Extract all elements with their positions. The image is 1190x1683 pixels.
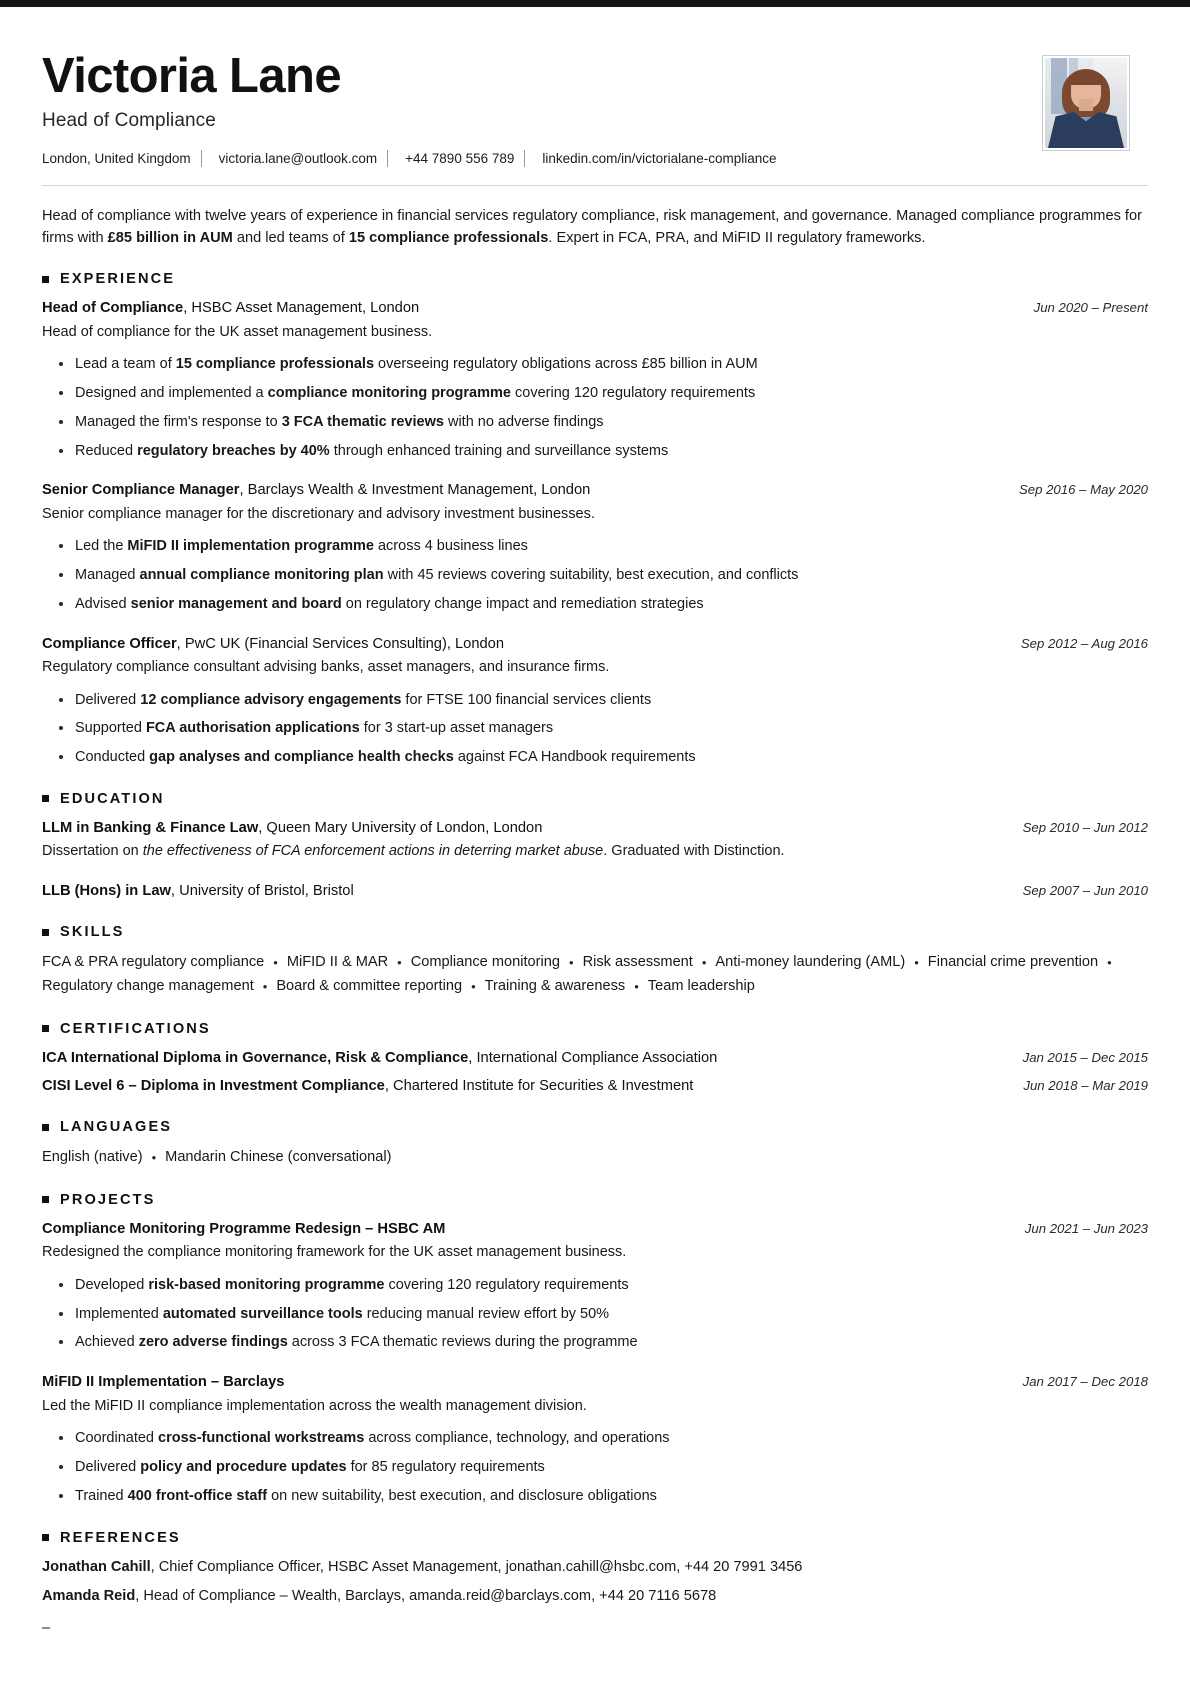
bullet-post: across compliance, technology, and operations bbox=[364, 1430, 670, 1447]
certification-date: Jun 2018 – Mar 2019 bbox=[1023, 1077, 1148, 1093]
square-bullet-icon bbox=[42, 1025, 49, 1032]
skill-item: Regulatory change management bbox=[42, 978, 254, 994]
skill-item: Training & awareness bbox=[484, 978, 626, 994]
bullet-pre: Designed and implemented a bbox=[75, 385, 268, 402]
bullet-pre: Implemented bbox=[75, 1305, 163, 1322]
experience-subtitle: Senior compliance manager for the discretionary and advisory investment businesses. bbox=[42, 505, 595, 522]
project-entry bbox=[42, 1372, 1148, 1507]
reference-details: , Chief Compliance Officer, HSBC Asset Management, jonathan.cahill@hsbc.com, +44 20 7991 3456 bbox=[150, 1558, 803, 1575]
experience-subtitle: Head of compliance for the UK asset management business. bbox=[42, 323, 433, 340]
list-item bbox=[42, 441, 1148, 463]
education-title bbox=[42, 881, 354, 902]
education-degree: LLM in Banking & Finance Law bbox=[42, 819, 259, 836]
certification-name: CISI Level 6 – Diploma in Investment Compliance bbox=[42, 1077, 385, 1094]
experience-date: Jun 2020 – Present bbox=[1033, 300, 1148, 316]
project-entry-head bbox=[42, 1219, 1148, 1240]
section-heading-label: CERTIFICATIONS bbox=[60, 1020, 211, 1037]
skill-item: Anti-money laundering (AML) bbox=[715, 954, 906, 971]
experience-date: Sep 2016 – May 2020 bbox=[1018, 482, 1148, 498]
experience-entry-head bbox=[42, 634, 1148, 655]
experience-title bbox=[42, 298, 419, 319]
experience-org: , HSBC Asset Management, London bbox=[183, 300, 420, 317]
bullet-pre: Lead a team of bbox=[75, 356, 176, 373]
experience-org: , Barclays Wealth & Investment Management, London bbox=[239, 482, 591, 499]
project-title bbox=[42, 1372, 284, 1393]
project-bullet-list bbox=[42, 1428, 1148, 1507]
certification-issuer: , Chartered Institute for Securities & Investment bbox=[384, 1077, 694, 1094]
bullet-bold: senior management and board bbox=[130, 595, 342, 612]
bullet-pre: Delivered bbox=[75, 691, 141, 708]
contact-location: London, United Kingdom bbox=[42, 150, 191, 166]
reference-details: , Head of Compliance – Wealth, Barclays, amanda.reid@barclays.com, +44 20 7116 5678 bbox=[135, 1588, 717, 1605]
list-item bbox=[42, 1332, 1148, 1354]
separator-dot-icon: • bbox=[273, 954, 278, 970]
bullet-bold: FCA authorisation applications bbox=[145, 720, 360, 737]
skill-item: Risk assessment bbox=[582, 954, 693, 971]
bullet-bold: 15 compliance professionals bbox=[175, 356, 375, 373]
separator-dot-icon: • bbox=[701, 954, 707, 970]
section-skills bbox=[42, 924, 1148, 998]
bullet-bold: cross-functional workstreams bbox=[158, 1430, 365, 1447]
project-entry-head bbox=[42, 1372, 1148, 1393]
profile-photo bbox=[1045, 58, 1127, 148]
section-heading-label: EDUCATION bbox=[60, 790, 165, 807]
bullet-post: for 3 start-up asset managers bbox=[359, 720, 554, 737]
bullet-pre: Coordinated bbox=[75, 1430, 159, 1447]
experience-bullet-list bbox=[42, 690, 1148, 769]
experience-date: Sep 2012 – Aug 2016 bbox=[1020, 635, 1148, 651]
certification-text bbox=[42, 1048, 717, 1069]
section-heading-experience bbox=[42, 271, 1148, 287]
bullet-bold: risk-based monitoring programme bbox=[148, 1276, 385, 1293]
bullet-pre: Delivered bbox=[75, 1459, 141, 1476]
section-languages bbox=[42, 1119, 1148, 1170]
certification-row bbox=[42, 1048, 1148, 1069]
project-date: Jun 2021 – Jun 2023 bbox=[1024, 1220, 1148, 1236]
bullet-pre: Advised bbox=[75, 595, 131, 612]
experience-role: Head of Compliance bbox=[42, 300, 184, 317]
separator-dot-icon: • bbox=[471, 978, 476, 994]
bullet-bold: 12 compliance advisory engagements bbox=[140, 691, 402, 708]
education-school: , Queen Mary University of London, London bbox=[258, 819, 543, 836]
bullet-bold: regulatory breaches by 40% bbox=[137, 442, 330, 459]
skill-item: Board & committee reporting bbox=[276, 978, 463, 994]
summary-text-1: Head of compliance with twelve years of experience in financial services regulatory compliance, risk management, and governance. Managed compliance programmes for firms with bbox=[42, 207, 1142, 247]
skill-item: FCA & PRA regulatory compliance bbox=[42, 954, 265, 971]
summary-highlight-team: 15 compliance professionals bbox=[348, 230, 549, 247]
bullet-pre: Achieved bbox=[75, 1334, 139, 1351]
contact-linkedin[interactable]: linkedin.com/in/victorialane-compliance bbox=[542, 150, 777, 166]
reference-line bbox=[42, 1557, 1148, 1579]
contact-email[interactable]: victoria.lane@outlook.com bbox=[218, 150, 378, 166]
experience-bullet-list bbox=[42, 536, 1148, 615]
bullet-post: across 3 FCA thematic reviews during the programme bbox=[287, 1334, 638, 1351]
education-note-italic: the effectiveness of FCA enforcement actions in deterring market abuse bbox=[142, 843, 604, 860]
project-title bbox=[42, 1219, 445, 1240]
bullet-post: on regulatory change impact and remediation strategies bbox=[341, 595, 704, 612]
reference-name: Jonathan Cahill bbox=[42, 1558, 151, 1575]
education-date: Sep 2010 – Jun 2012 bbox=[1022, 819, 1148, 835]
section-heading-label: PROJECTS bbox=[60, 1191, 156, 1208]
list-item bbox=[42, 594, 1148, 616]
education-note-post: . Graduated with Distinction. bbox=[603, 843, 785, 860]
contact-divider bbox=[201, 150, 202, 167]
experience-entry-head bbox=[42, 480, 1148, 501]
bullet-bold: policy and procedure updates bbox=[140, 1459, 347, 1476]
bullet-post: for 85 regulatory requirements bbox=[346, 1459, 545, 1476]
list-item bbox=[42, 1428, 1148, 1450]
project-name: Compliance Monitoring Programme Redesign – HSBC AM bbox=[42, 1220, 446, 1237]
education-note-pre: Dissertation on bbox=[42, 843, 143, 860]
section-certifications bbox=[42, 1021, 1148, 1098]
language-item: English (native) bbox=[42, 1149, 143, 1166]
list-item bbox=[42, 1275, 1148, 1297]
project-bullet-list bbox=[42, 1275, 1148, 1354]
trailing-dash: – bbox=[42, 1620, 51, 1637]
bullet-bold: 3 FCA thematic reviews bbox=[281, 413, 444, 430]
top-accent-bar bbox=[0, 0, 1190, 7]
section-heading-languages bbox=[42, 1119, 1148, 1135]
profile-photo-frame bbox=[1042, 55, 1130, 151]
section-heading-certifications bbox=[42, 1021, 1148, 1037]
bullet-post: covering 120 regulatory requirements bbox=[510, 385, 756, 402]
list-item bbox=[42, 383, 1148, 405]
section-heading-label: SKILLS bbox=[60, 924, 125, 941]
bullet-post: with 45 reviews covering suitability, best execution, and conflicts bbox=[383, 567, 799, 584]
education-date: Sep 2007 – Jun 2010 bbox=[1022, 883, 1148, 899]
education-school: , University of Bristol, Bristol bbox=[170, 883, 354, 900]
resume-header bbox=[42, 45, 1148, 167]
bullet-bold: 400 front-office staff bbox=[127, 1487, 268, 1504]
project-entry bbox=[42, 1219, 1148, 1354]
list-item bbox=[42, 747, 1148, 769]
skill-item: MiFID II & MAR bbox=[286, 954, 389, 971]
section-references bbox=[42, 1530, 1148, 1661]
reference-name: Amanda Reid bbox=[42, 1588, 136, 1605]
bullet-post: reducing manual review effort by 50% bbox=[362, 1305, 610, 1322]
contact-row bbox=[42, 150, 1042, 167]
bullet-bold: zero adverse findings bbox=[138, 1334, 288, 1351]
education-entry-head bbox=[42, 818, 1148, 839]
contact-phone[interactable]: +44 7890 556 789 bbox=[405, 150, 515, 166]
experience-entry bbox=[42, 634, 1148, 769]
section-heading-education bbox=[42, 791, 1148, 807]
bullet-post: against FCA Handbook requirements bbox=[453, 749, 696, 766]
experience-title bbox=[42, 480, 590, 501]
section-heading-label: EXPERIENCE bbox=[60, 271, 176, 288]
bullet-pre: Led the bbox=[75, 538, 128, 555]
bullet-pre: Conducted bbox=[75, 749, 150, 766]
bullet-bold: automated surveillance tools bbox=[162, 1305, 363, 1322]
photo-hair-front bbox=[1069, 71, 1103, 85]
square-bullet-icon bbox=[42, 1124, 49, 1131]
bullet-post: with no adverse findings bbox=[443, 413, 604, 430]
education-entry-head bbox=[42, 881, 1148, 902]
square-bullet-icon bbox=[42, 929, 49, 936]
project-subtitle: Led the MiFID II compliance implementation across the wealth management division. bbox=[42, 1397, 587, 1414]
bullet-bold: compliance monitoring programme bbox=[267, 385, 511, 402]
summary-text-3: . Expert in FCA, PRA, and MiFID II regulatory frameworks. bbox=[548, 230, 926, 247]
skills-list bbox=[42, 951, 1148, 998]
experience-entry bbox=[42, 298, 1148, 462]
bullet-pre: Supported bbox=[75, 720, 146, 737]
section-projects bbox=[42, 1192, 1148, 1508]
certification-date: Jan 2015 – Dec 2015 bbox=[1022, 1049, 1148, 1065]
square-bullet-icon bbox=[42, 1196, 49, 1203]
education-degree: LLB (Hons) in Law bbox=[42, 883, 171, 900]
skill-item: Compliance monitoring bbox=[410, 954, 560, 971]
list-item bbox=[42, 565, 1148, 587]
bullet-post: on new suitability, best execution, and disclosure obligations bbox=[267, 1487, 657, 1504]
list-item bbox=[42, 1304, 1148, 1326]
section-heading-label: LANGUAGES bbox=[60, 1119, 173, 1136]
certification-text bbox=[42, 1076, 693, 1097]
experience-subtitle: Regulatory compliance consultant advising banks, asset managers, and insurance firms. bbox=[42, 658, 610, 675]
list-item bbox=[42, 536, 1148, 558]
list-item bbox=[42, 1486, 1148, 1508]
bullet-post: across 4 business lines bbox=[373, 538, 528, 555]
bullet-pre: Trained bbox=[75, 1487, 128, 1504]
square-bullet-icon bbox=[42, 1534, 49, 1541]
list-item bbox=[42, 718, 1148, 740]
skill-item: Financial crime prevention bbox=[927, 954, 1099, 971]
experience-entry bbox=[42, 480, 1148, 615]
experience-org: , PwC UK (Financial Services Consulting), London bbox=[176, 635, 505, 652]
bullet-pre: Developed bbox=[75, 1276, 149, 1293]
project-date: Jan 2017 – Dec 2018 bbox=[1022, 1374, 1148, 1390]
experience-title bbox=[42, 634, 504, 655]
section-heading-references bbox=[42, 1530, 1148, 1546]
bullet-pre: Managed bbox=[75, 567, 140, 584]
skill-item: Team leadership bbox=[647, 978, 755, 994]
certification-name: ICA International Diploma in Governance, Risk & Compliance bbox=[42, 1049, 469, 1066]
languages-list bbox=[42, 1146, 1148, 1170]
bullet-post: covering 120 regulatory requirements bbox=[384, 1276, 629, 1293]
header-divider bbox=[42, 185, 1148, 186]
list-item bbox=[42, 690, 1148, 712]
contact-divider bbox=[387, 150, 388, 167]
list-item bbox=[42, 412, 1148, 434]
section-heading-skills bbox=[42, 924, 1148, 940]
separator-dot-icon: • bbox=[1107, 954, 1112, 970]
square-bullet-icon bbox=[42, 276, 49, 283]
certification-issuer: , International Compliance Association bbox=[468, 1049, 718, 1066]
bullet-post: overseeing regulatory obligations across £85 billion in AUM bbox=[374, 356, 758, 373]
project-subtitle: Redesigned the compliance monitoring framework for the UK asset management business. bbox=[42, 1244, 627, 1261]
candidate-name: Victoria Lane bbox=[42, 49, 342, 103]
resume-content bbox=[0, 7, 1190, 1660]
square-bullet-icon bbox=[42, 795, 49, 802]
section-experience bbox=[42, 271, 1148, 769]
bullet-bold: gap analyses and compliance health checks bbox=[149, 749, 454, 766]
separator-dot-icon: • bbox=[262, 978, 268, 994]
section-heading-projects bbox=[42, 1192, 1148, 1208]
experience-entry-head bbox=[42, 298, 1148, 319]
list-item bbox=[42, 1457, 1148, 1479]
education-title bbox=[42, 818, 542, 839]
summary-highlight-aum: £85 billion in AUM bbox=[107, 230, 233, 247]
bullet-bold: MiFID II implementation programme bbox=[127, 538, 374, 555]
language-item: Mandarin Chinese (conversational) bbox=[165, 1149, 392, 1166]
separator-dot-icon: • bbox=[914, 954, 919, 970]
header-text-block bbox=[42, 45, 1042, 167]
reference-line bbox=[42, 1586, 1148, 1608]
professional-summary bbox=[42, 205, 1148, 249]
candidate-headline: Head of Compliance bbox=[42, 109, 216, 131]
bullet-bold: annual compliance monitoring plan bbox=[139, 567, 384, 584]
experience-role: Senior Compliance Manager bbox=[42, 482, 240, 499]
project-name: MiFID II Implementation – Barclays bbox=[42, 1374, 285, 1391]
bullet-post: through enhanced training and surveillance systems bbox=[329, 442, 669, 459]
separator-dot-icon: • bbox=[569, 954, 574, 970]
separator-dot-icon: • bbox=[397, 954, 402, 970]
education-note bbox=[42, 841, 1148, 863]
summary-text-2: and led teams of bbox=[232, 230, 349, 247]
experience-role: Compliance Officer bbox=[42, 635, 177, 652]
separator-dot-icon: • bbox=[634, 978, 639, 994]
photo-neck bbox=[1079, 99, 1093, 111]
contact-divider bbox=[524, 150, 525, 167]
section-heading-label: REFERENCES bbox=[60, 1529, 181, 1546]
education-entry bbox=[42, 818, 1148, 863]
experience-bullet-list bbox=[42, 354, 1148, 462]
education-entry bbox=[42, 881, 1148, 902]
bullet-pre: Reduced bbox=[75, 442, 138, 459]
bullet-pre: Managed the firm's response to bbox=[75, 413, 282, 430]
bullet-post: for FTSE 100 financial services clients bbox=[401, 691, 652, 708]
section-education bbox=[42, 791, 1148, 902]
list-item bbox=[42, 354, 1148, 376]
certification-row bbox=[42, 1076, 1148, 1097]
separator-dot-icon: • bbox=[151, 1149, 157, 1165]
